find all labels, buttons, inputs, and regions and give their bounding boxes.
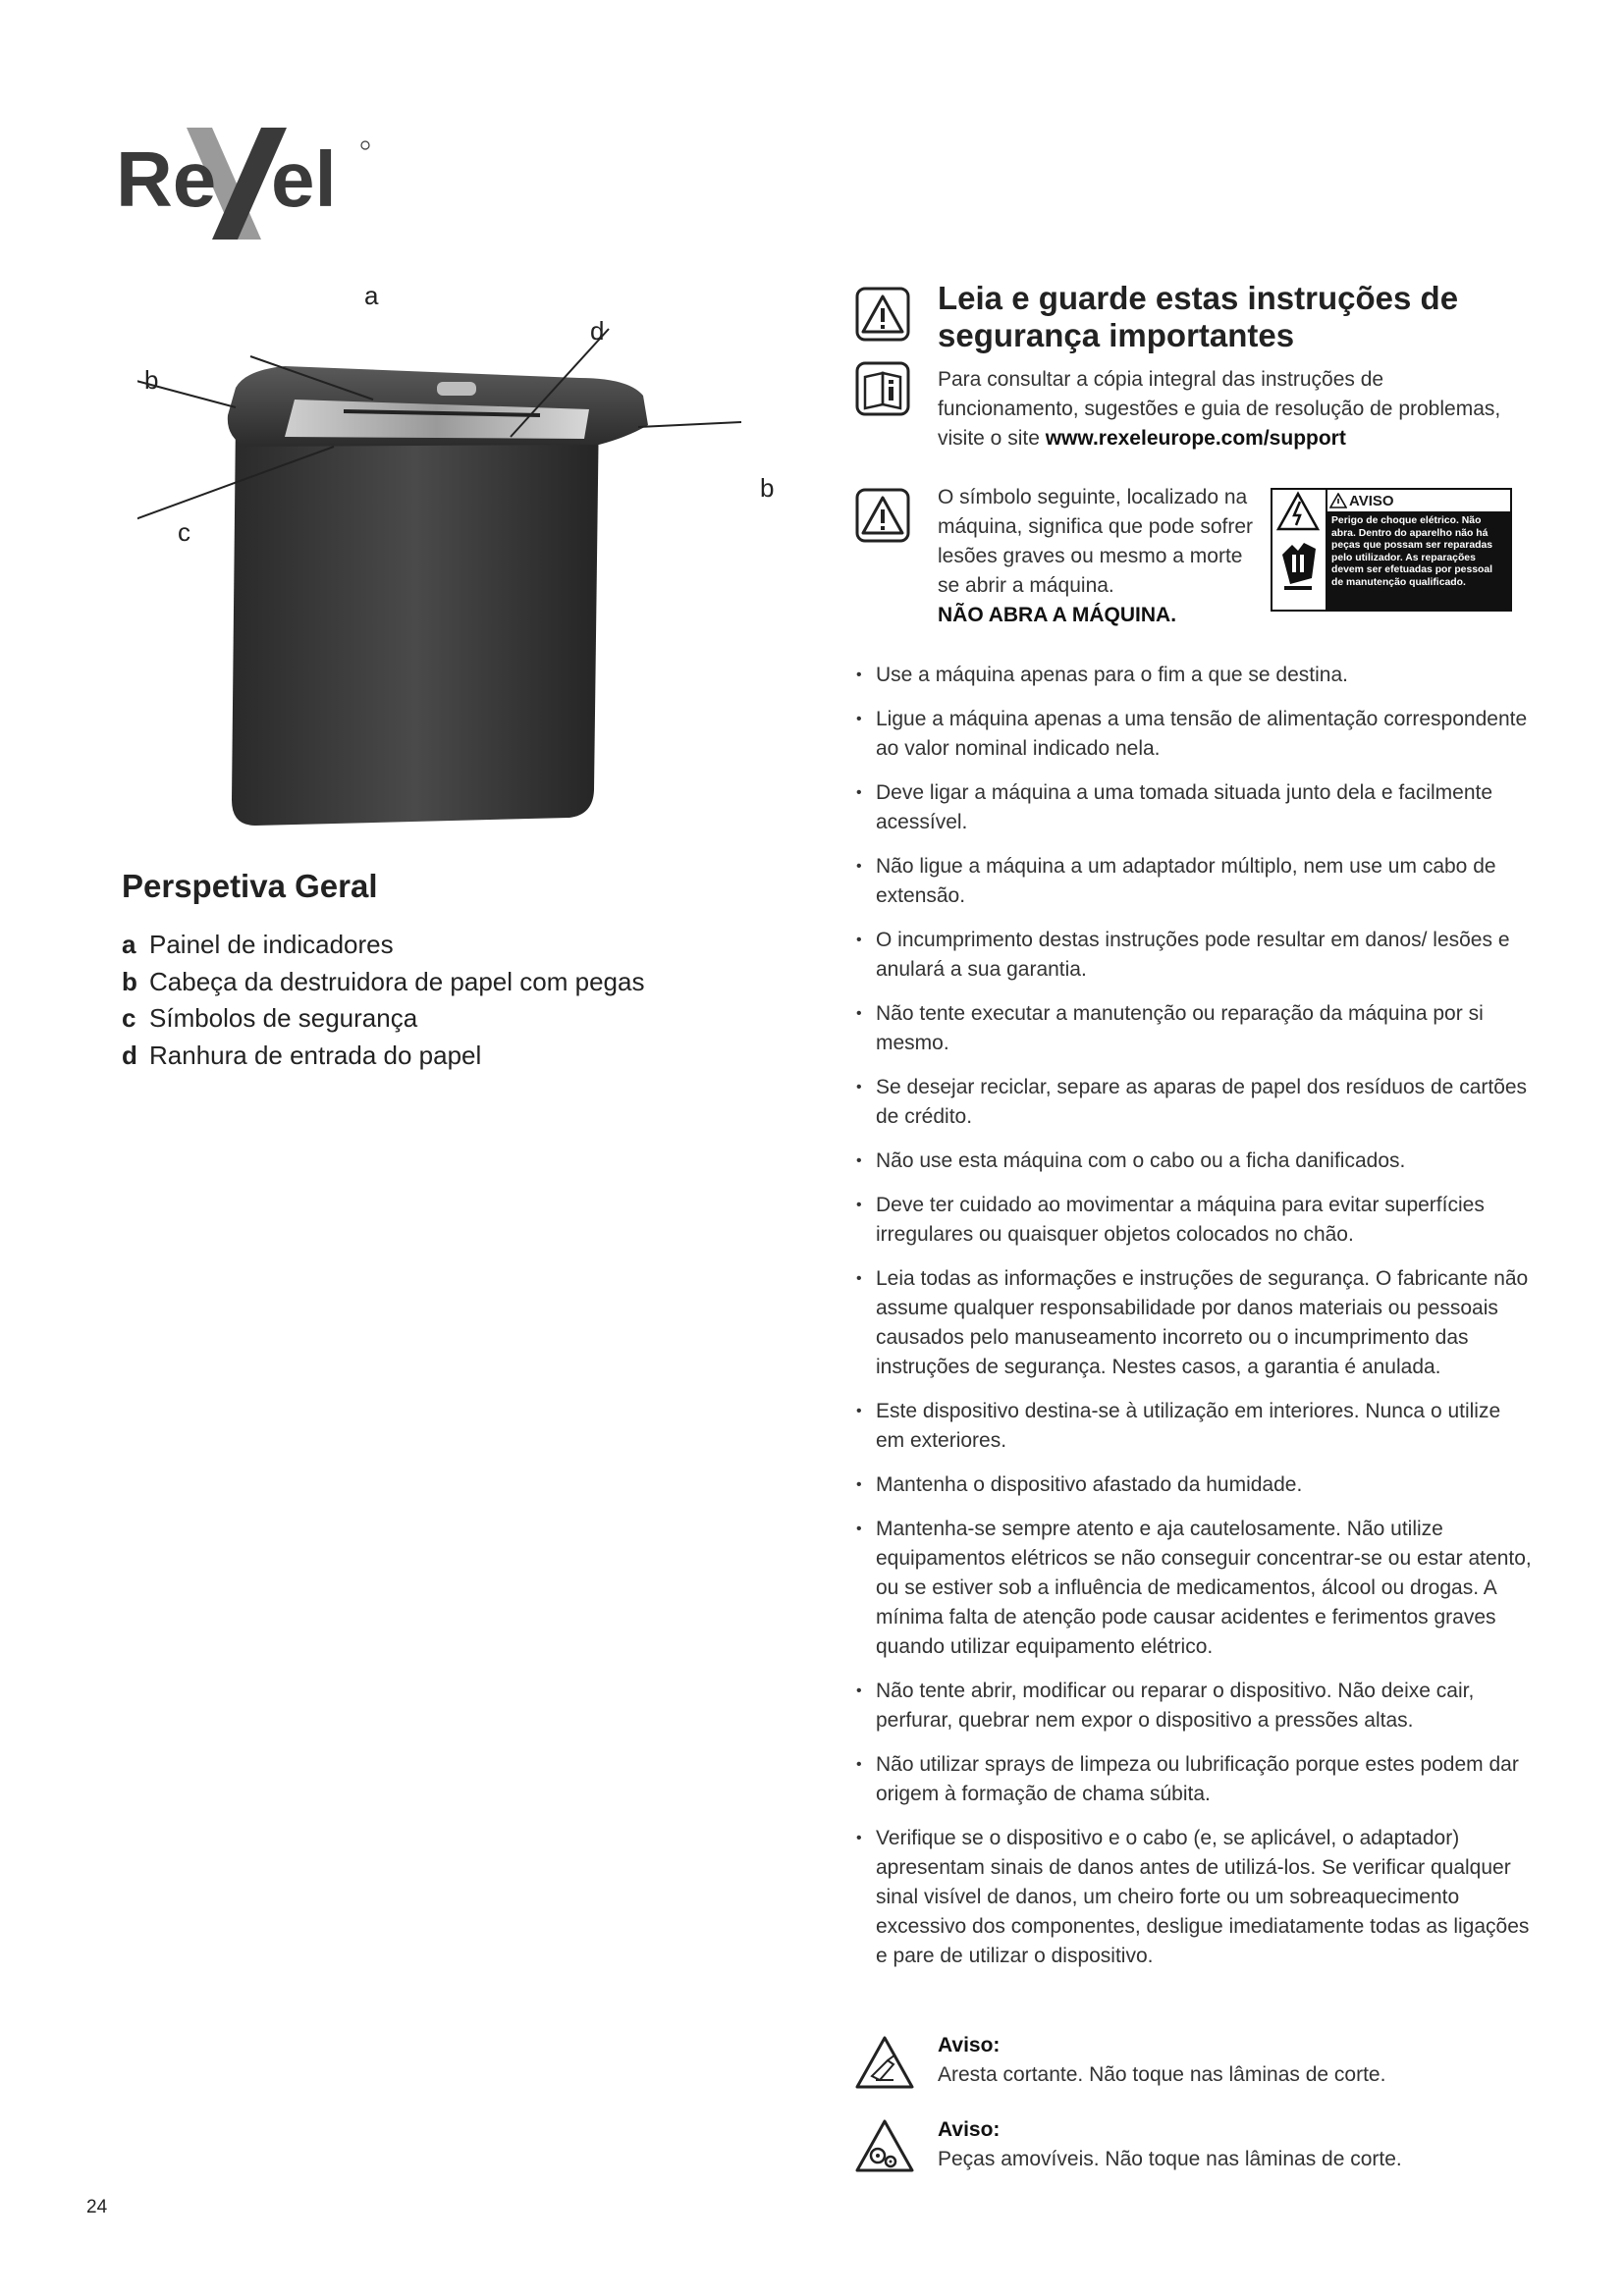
svg-text:el: el [271,135,337,223]
overview-label: Painel de indicadores [149,930,394,959]
overview-label: Símbolos de segurança [149,1003,418,1033]
callout-b-left: b [144,365,159,395]
warning-title: Aviso: [938,2118,1001,2141]
page-number: 24 [86,2197,108,2217]
svg-text:Re: Re [116,135,217,223]
overview-item [122,927,644,964]
moving-parts-warning-icon [854,2118,915,2173]
shredder-illustration [137,280,785,829]
overview-key: c [122,1003,136,1033]
safety-bullet: • Verifique se o dispositivo e o cabo (e, se aplicável, o adaptador) apresentam sinais de danos antes de utilizá-los. Se verificar qualquer sinal visível de danos, um cheiro forte ou um sobreaquecimento excessivo dos componentes, desligue imediatamente todas as ligações e pare de utilizar o dispositivo. [856,1824,1534,1971]
safety-bullet: • Não tente abrir, modificar ou reparar o dispositivo. Não deixe cair, perfurar, quebrar nem expor o dispositivo a pressões altas. [856,1677,1534,1735]
safety-bullet: • Leia todas as informações e instruções de segurança. O fabricante não assume qualquer responsabilidade por danos materiais ou pessoais causados pelo manuseamento incorreto ou o incumprimento das instruções de segurança. Nestes casos, a garantia é anulada. [856,1264,1534,1382]
warning-text: Peças amovíveis. Não toque nas lâminas de corte. [938,2148,1402,2170]
warning-text: Aresta cortante. Não toque nas lâminas de corte. [938,2063,1386,2086]
do-not-open-warning: NÃO ABRA A MÁQUINA. [938,604,1177,626]
warning-moving-parts [938,2118,1527,2171]
safety-intro-text: Para consultar a cópia integral das instruções de funcionamento, sugestões e guia de resolução de problemas, visite o site [938,368,1501,450]
safety-title: Leia e guarde estas instruções de segurança importantes [938,280,1459,353]
safety-bullet: • Ligue a máquina apenas a uma tensão de alimentação correspondente ao valor nominal indicado nela. [856,705,1534,764]
electric-shock-icon [1272,490,1324,610]
callout-a: a [364,281,379,310]
warning-triangle-icon [855,488,910,543]
safety-bullet: • Não utilizar sprays de limpeza ou lubrificação porque estes podem dar origem à formação de chama súbita. [856,1750,1534,1809]
safety-bullet: • Mantenha o dispositivo afastado da humidade. [856,1470,1534,1500]
callout-c: c [178,517,190,547]
support-link[interactable]: www.rexeleurope.com/support [1045,427,1346,450]
overview-key: b [122,966,137,996]
safety-bullet: • Mantenha-se sempre atento e aja cautelosamente. Não utilize equipamentos elétricos se não conseguir concentrar-se ou estar atento, ou se estiver sob a influência de medicamentos, álcool ou drogas. A mínima falta de atenção pode causar acidentes e ferimentos graves quando utilizar equipamento elétrico. [856,1515,1534,1662]
overview-item [122,1038,644,1075]
safety-bullet: • Não tente executar a manutenção ou reparação da máquina por si mesmo. [856,999,1534,1058]
symbol-text: O símbolo seguinte, localizado na máquina, significa que pode sofrer lesões graves ou mesmo a morte se abrir a máquina. [938,486,1254,597]
callout-d: d [590,316,605,346]
overview-label: Ranhura de entrada do papel [149,1040,482,1070]
aviso-body: Perigo de choque elétrico. Não abra. Dentro do aparelho não há peças que possam ser reparadas pelo utilizador. As reparações devem ser efetuadas por pessoal de manutenção qualificado. [1327,513,1510,610]
overview-key: d [122,1040,137,1070]
overview-label: Cabeça da destruidora de papel com pegas [149,966,645,996]
aviso-header [1327,490,1510,513]
overview-title: Perspetiva Geral [122,868,378,904]
warning-sharp-edge [938,2034,1527,2087]
callout-b-right: b [760,473,775,503]
safety-bullet: • Não ligue a máquina a um adaptador múltiplo, nem use um cabo de extensão. [856,852,1534,911]
warning-title: Aviso: [938,2034,1001,2056]
aviso-icon-column [1272,490,1327,610]
safety-bullet: • Este dispositivo destina-se à utilização em interiores. Nunca o utilize em exteriores. [856,1397,1534,1456]
safety-bullet: • Se desejar reciclar, separe as aparas de papel dos resíduos de cartões de crédito. [856,1073,1534,1132]
overview-list [122,927,644,1074]
overview-item [122,1000,644,1038]
aviso-label-box [1271,488,1512,612]
warning-triangle-icon [855,287,910,342]
safety-bullet: • Deve ligar a máquina a uma tomada situada junto dela e facilmente acessível. [856,778,1534,837]
warning-triangle-icon [1329,493,1347,508]
symbol-description [938,483,1262,630]
safety-intro [938,365,1527,454]
safety-bullet: • Não use esta máquina com o cabo ou a ficha danificados. [856,1147,1534,1176]
safety-bullet-list [856,661,1534,1986]
safety-bullet: • Use a máquina apenas para o fim a que se destina. [856,661,1534,690]
overview-item [122,964,644,1001]
sharp-edge-warning-icon [854,2035,915,2090]
overview-key: a [122,930,136,959]
aviso-label: AVISO [1349,493,1394,509]
manual-book-icon [855,361,910,416]
safety-bullet: • Deve ter cuidado ao movimentar a máquina para evitar superfícies irregulares ou quaisquer objetos colocados no chão. [856,1191,1534,1250]
safety-bullet: • O incumprimento destas instruções pode resultar em danos/ lesões e anulará a sua garantia. [856,926,1534,985]
rexel-logo [116,116,381,253]
